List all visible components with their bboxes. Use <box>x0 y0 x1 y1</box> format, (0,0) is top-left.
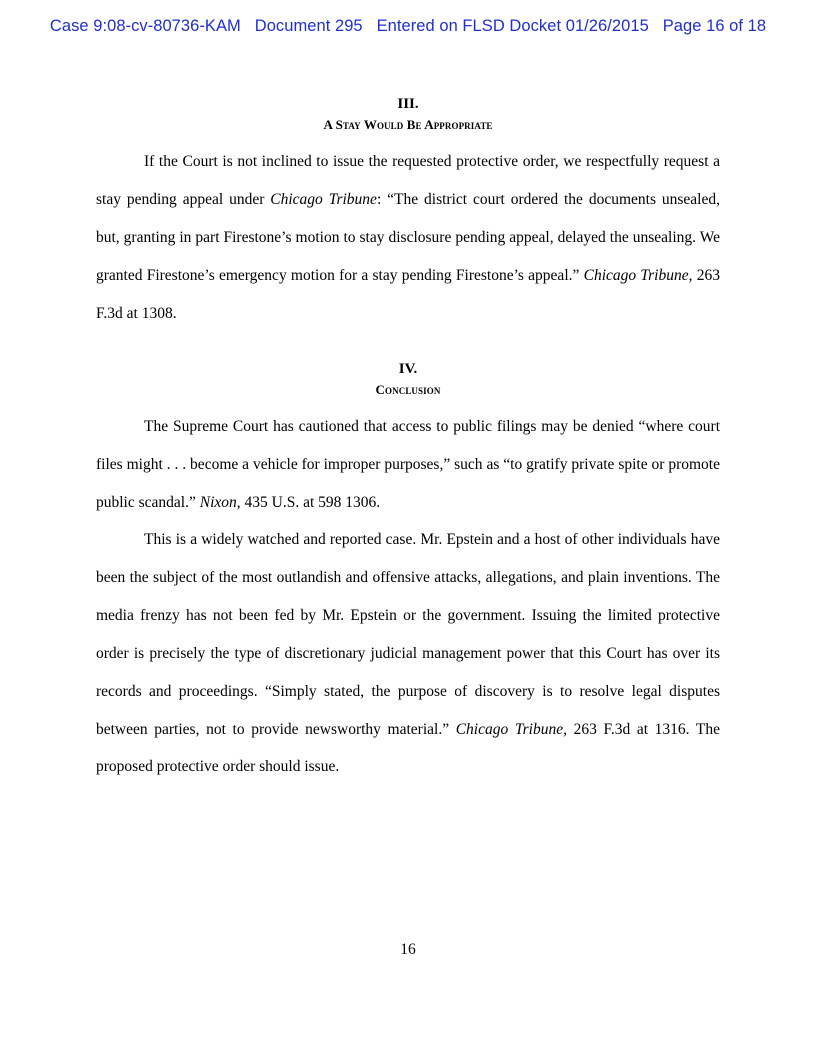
case-number: Case 9:08-cv-80736-KAM <box>49 17 241 35</box>
section-4-title: Conclusion <box>375 382 441 397</box>
case-citation-italic: Nixon <box>199 493 237 511</box>
section-4-paragraph-2 <box>96 521 720 786</box>
section-3-number: III. <box>397 96 419 112</box>
text-run: , 263 F.3d at 1308. <box>96 266 720 322</box>
section-3-paragraph <box>96 143 720 333</box>
section-3-title: A Stay Would Be Appropriate <box>323 117 493 132</box>
text-run: This is a widely watched and reported case. Mr. Epstein and a host of other individuals have been the subject of the most outlandish and offensive attacks, allegations, and plain inventions. The media frenzy has not been fed by Mr. Epstein or the government. Issuing the limited protective order is precisely the type of discretionary judicial management power that this Court has over its records and proceedings. “Simply stated, the purpose of discovery is to resolve legal disputes between parties, not to provide newsworthy material.” <box>96 531 720 738</box>
case-citation-italic: Chicago Tribune <box>270 190 377 208</box>
document-number: Document 295 <box>254 17 363 35</box>
docket-header-stamp <box>0 17 816 36</box>
case-citation-italic: Chicago Tribune <box>583 266 689 284</box>
text-run: : “The district court ordered the documents unsealed, but, granting in part Firestone’s motion to stay disclosure pending appeal, delayed the unsealing. We granted Firestone’s emergency motion for a stay pending Firestone’s appeal.” <box>96 190 720 284</box>
text-run: The Supreme Court has cautioned that access to public filings may be denied “where court files might . . . become a vehicle for improper purposes,” such as “to gratify private spite or promote public scandal.” <box>96 418 720 511</box>
case-citation-italic: Chicago Tribune <box>455 720 564 738</box>
section-4-number: IV. <box>398 361 418 377</box>
text-run: If the Court is not inclined to issue the requested protective order, we respectfully request a stay pending appeal under <box>96 153 720 208</box>
docket-entry-date: Entered on FLSD Docket 01/26/2015 <box>376 17 649 35</box>
section-4-paragraph-1 <box>96 408 720 522</box>
text-run: , 435 U.S. at 598 1306. <box>236 493 381 511</box>
page-count: Page 16 of 18 <box>662 17 767 35</box>
page-number: 16 <box>400 941 416 958</box>
text-run: , 263 F.3d at 1316. The proposed protective order should issue. <box>96 720 720 776</box>
